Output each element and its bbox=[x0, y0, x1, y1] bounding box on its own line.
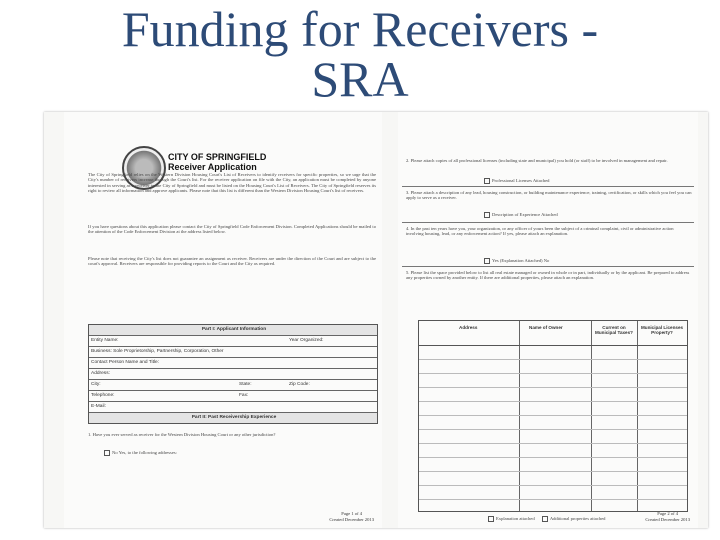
year-organized-label: Year Organized: bbox=[289, 338, 324, 343]
page-number: Page 2 of 4 bbox=[657, 511, 679, 517]
page-2-footer bbox=[645, 511, 690, 522]
header-rule bbox=[419, 345, 687, 346]
slide-title-line-2: SRA bbox=[311, 51, 409, 107]
table-row bbox=[419, 485, 687, 486]
explanation-attached-label: Explanation attached bbox=[496, 516, 535, 522]
question-3: 3. Please attach a description of any lead, housing construction, or building maintenance experience, training, certification, or skills which you feel you can apply to serve as a receiver. bbox=[406, 190, 692, 201]
address-row: Address: bbox=[89, 369, 377, 380]
question-1-options-text: No Yes, to the following addresses: bbox=[112, 450, 177, 456]
entity-name-row bbox=[89, 336, 377, 347]
checkbox-icon bbox=[484, 212, 490, 218]
table-row bbox=[419, 429, 687, 430]
city-label: City: bbox=[91, 382, 101, 387]
question-3-check bbox=[484, 212, 684, 218]
question-4-check bbox=[484, 258, 684, 264]
page-1-footer bbox=[329, 511, 374, 522]
question-3-check-text: Description of Experience Attached bbox=[492, 212, 558, 218]
slide-title-line-1: Funding for Receivers - bbox=[121, 1, 599, 57]
question-2-check bbox=[484, 178, 684, 184]
zip-label: Zip Code: bbox=[289, 382, 310, 387]
table-row bbox=[419, 359, 687, 360]
checkbox-icon bbox=[484, 258, 490, 264]
created-date: Created December 2013 bbox=[645, 516, 690, 522]
table-row bbox=[419, 415, 687, 416]
question-2-check-text: Professional Licenses Attached bbox=[492, 178, 550, 184]
business-type-row: Business: Sole Proprietorship, Partnership, Corporation, Other bbox=[89, 347, 377, 358]
table-row bbox=[419, 387, 687, 388]
table-row bbox=[419, 499, 687, 500]
page-number: Page 1 of 4 bbox=[341, 511, 363, 517]
question-1: 1. Have you ever served as receiver for the Western Division Housing Court or any other jurisdiction? bbox=[88, 432, 276, 437]
section-header: Part I: Applicant Information bbox=[89, 325, 377, 336]
checkbox-icon bbox=[104, 450, 110, 456]
column-divider bbox=[591, 321, 592, 511]
divider bbox=[402, 186, 694, 187]
checkbox-icon bbox=[488, 516, 494, 522]
phone-fax-row bbox=[89, 391, 377, 402]
city-name: CITY OF SPRINGFIELD bbox=[168, 152, 267, 162]
table-row bbox=[419, 443, 687, 444]
table-row bbox=[419, 373, 687, 374]
application-page-1 bbox=[64, 112, 382, 528]
slide-title bbox=[0, 1, 720, 107]
table-row bbox=[419, 457, 687, 458]
contact-paragraph: If you have questions about this application please contact the City of Springfield Code Enforcement Division. Completed Applications should be mailed to the attention of the Code Enforcement Division at the address listed below. bbox=[88, 224, 376, 235]
column-divider bbox=[519, 321, 520, 511]
column-header-current-taxes: Current on Municipal Taxes? bbox=[595, 325, 633, 336]
checkbox-icon bbox=[484, 178, 490, 184]
property-list-table bbox=[418, 320, 688, 512]
question-4: 4. In the past ten years have you, your organization, or any officer of yours been the subject of a criminal complaint, civil or administrative action involving housing, lead, or any enforcement action? If yes, please attach an explanation. bbox=[406, 226, 674, 237]
column-header-owner: Name of Owner bbox=[529, 325, 563, 330]
entity-name-label: Entity Name: bbox=[91, 338, 119, 343]
applicant-info-table bbox=[88, 324, 378, 424]
column-header-address: Address bbox=[459, 325, 478, 330]
notice-paragraph: Please note that receiving the City's list does not guarantee an assignment as receiver. Receivers are under the direction of the Court and are subject to the court's approval. Receivers are responsible for providing reports to the Court and the City as required. bbox=[88, 256, 376, 267]
intro-paragraph: The City of Springfield relies on the Western Division Housing Court's List of Receivers to identify receivers for specific properties, so we urge that the City's number of receivers increase through the Court's list. For the receiver application on file with the City, an application must be completed by anyone interested in serving as a receiver in the City of Springfield and must be listed on the Housing Court's List of Receivers. The City of Springfield reserves its right to review all information and approve applicants. Please note that this list is different than the Western Division Housing Court's list of receivers. bbox=[88, 172, 376, 194]
additional-properties-label: Additional properties attached bbox=[549, 516, 606, 522]
question-2: 2. Please attach copies of all professional licenses (including state and municipal) you hold (or staff) to be involved in management and repair. bbox=[406, 158, 668, 163]
telephone-label: Telephone: bbox=[91, 393, 115, 398]
section-2-header: Part II: Past Receivership Experience bbox=[89, 413, 377, 423]
question-1-options bbox=[104, 450, 392, 456]
city-state-zip-row bbox=[89, 380, 377, 391]
column-divider bbox=[637, 321, 638, 511]
application-page-2 bbox=[398, 112, 698, 528]
checkbox-icon bbox=[542, 516, 548, 522]
scanned-form-image bbox=[44, 112, 708, 528]
contact-person-row: Contact Person Name and Title: bbox=[89, 358, 377, 369]
email-row: E-Mail: bbox=[89, 402, 377, 413]
column-header-licenses: Municipal Licenses Property? bbox=[640, 325, 684, 336]
table-row bbox=[419, 401, 687, 402]
table-row bbox=[419, 471, 687, 472]
fax-label: Fax: bbox=[239, 393, 249, 398]
divider bbox=[402, 222, 694, 223]
created-date: Created December 2013 bbox=[329, 516, 374, 522]
state-label: State: bbox=[239, 382, 252, 387]
question-4-check-text: Yes (Explanation Attached) No bbox=[492, 258, 550, 264]
question-5: 5. Please list the space provided below to list all real estate managed or owned in whole or in part, individually or by the applicant. Be prepared to address any properties owned by another entity. If there are additional properties, please attach an explanation. bbox=[406, 270, 690, 281]
divider bbox=[402, 266, 694, 267]
form-name: Receiver Application bbox=[168, 162, 257, 172]
